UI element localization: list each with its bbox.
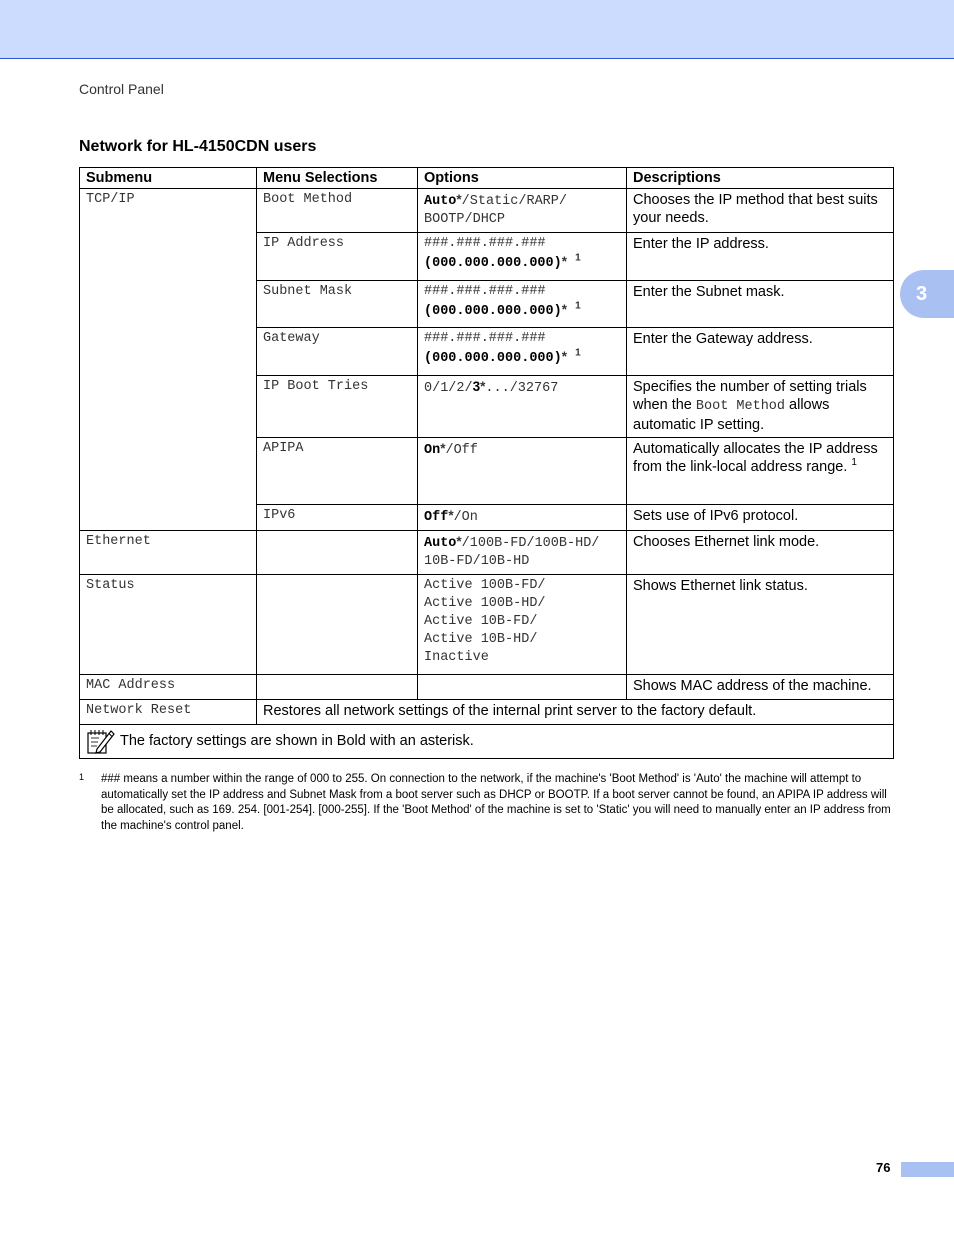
- submenu-network-reset: Network Reset: [80, 700, 257, 725]
- table-row-status: [80, 575, 894, 675]
- table-row-ethernet: [80, 531, 894, 575]
- desc-text: Automatically allocates the IP address from the link-local address range.: [633, 441, 878, 475]
- selection-gateway: Gateway: [257, 328, 418, 376]
- options-status: [418, 575, 627, 675]
- other-options: /Off: [445, 443, 478, 458]
- submenu-mac-address: MAC Address: [80, 675, 257, 700]
- footnote-ref: 1: [575, 300, 581, 312]
- footnote: [79, 772, 893, 834]
- other-options: /Static/RARP/: [461, 194, 567, 209]
- desc-text: Specifies the number of setting trials when the: [633, 379, 867, 413]
- submenu-tcpip: TCP/IP: [80, 189, 257, 531]
- desc-apipa: [627, 438, 894, 505]
- page-tab: [901, 1162, 954, 1177]
- section-title: Network for HL-4150CDN users: [79, 138, 317, 155]
- status-option: Active 10B-FD/: [424, 614, 538, 629]
- status-option: Active 100B-FD/: [424, 578, 546, 593]
- table-row-boot-method: [80, 189, 894, 233]
- selection-ip-boot-tries: IP Boot Tries: [257, 376, 418, 438]
- status-option: Active 10B-HD/: [424, 632, 538, 647]
- desc-ip-boot-tries: [627, 376, 894, 438]
- desc-ipv6: Sets use of IPv6 protocol.: [627, 505, 894, 531]
- options-ip-boot-tries: 0/1/2/3*.../32767: [418, 376, 627, 438]
- chapter-number: 3: [916, 282, 928, 305]
- table-row-network-reset: [80, 700, 894, 725]
- network-settings-table: [79, 167, 894, 759]
- col-header-submenu: Submenu: [80, 168, 257, 189]
- footnote-mark: 1: [79, 772, 85, 782]
- ip-format: ###.###.###.###: [424, 331, 546, 346]
- options-apipa: On*/Off: [418, 438, 627, 505]
- desc-status: Shows Ethernet link status.: [627, 575, 894, 675]
- ip-format: ###.###.###.###: [424, 236, 546, 251]
- options-ethernet: Auto*/100B-FD/100B-HD/ 10B-FD/10B-HD: [418, 531, 627, 575]
- desc-ethernet: Chooses Ethernet link mode.: [627, 531, 894, 575]
- submenu-status: Status: [80, 575, 257, 675]
- selection-mac-empty: [257, 675, 418, 700]
- col-header-menu-selections: Menu Selections: [257, 168, 418, 189]
- chapter-tab: [900, 270, 954, 318]
- header-bar: [0, 0, 954, 59]
- selection-status-empty: [257, 575, 418, 675]
- default-option: 3: [472, 379, 481, 394]
- selection-ethernet-empty: [257, 531, 418, 575]
- footnote-ref: 1: [575, 347, 581, 359]
- selection-apipa: APIPA: [257, 438, 418, 505]
- default-option: (000.000.000.000): [424, 351, 562, 366]
- other-options-line2: BOOTP/DHCP: [424, 212, 506, 227]
- desc-text-tail: allows automatic IP setting.: [633, 397, 830, 433]
- desc-boot-method: Chooses the IP method that best suits your needs.: [627, 189, 894, 233]
- options-mac-empty: [418, 675, 627, 700]
- default-option: Off: [424, 510, 449, 525]
- status-option: Active 100B-HD/: [424, 596, 546, 611]
- selection-boot-method: Boot Method: [257, 189, 418, 233]
- note-text: The factory settings are shown in Bold with an asterisk.: [120, 733, 474, 749]
- desc-mac-address: Shows MAC address of the machine.: [627, 675, 894, 700]
- desc-ip-address: Enter the IP address.: [627, 233, 894, 281]
- default-option: On: [424, 443, 441, 458]
- other-options-tail: .../32767: [485, 381, 559, 396]
- table-header-row: [80, 168, 894, 189]
- options-subnet-mask: ###.###.###.### (000.000.000.000)* $^1$: [418, 281, 627, 328]
- footnote-ref: 1: [851, 457, 857, 469]
- default-option: Auto: [424, 536, 457, 551]
- col-header-descriptions: Descriptions: [627, 168, 894, 189]
- selection-subnet-mask: Subnet Mask: [257, 281, 418, 328]
- desc-subnet-mask: Enter the Subnet mask.: [627, 281, 894, 328]
- other-options: /100B-FD/100B-HD/: [461, 536, 600, 551]
- note-cell: [80, 725, 894, 759]
- ip-format: ###.###.###.###: [424, 284, 546, 299]
- selection-ipv6: IPv6: [257, 505, 418, 531]
- selection-ip-address: IP Address: [257, 233, 418, 281]
- default-option: (000.000.000.000): [424, 304, 562, 319]
- status-option: Inactive: [424, 650, 489, 665]
- desc-gateway: Enter the Gateway address.: [627, 328, 894, 376]
- other-options-line2: 10B-FD/10B-HD: [424, 554, 530, 569]
- submenu-ethernet: Ethernet: [80, 531, 257, 575]
- col-header-options: Options: [418, 168, 627, 189]
- footnote-text: ### means a number within the range of 000 to 255. On connection to the network, if the machine's 'Boot Method' is 'Auto' the machine will attempt to automatically set the IP address and Subnet Mask from a boot server such as DHCP or BOOTP. If a boot server cannot be found, an APIPA IP address will be allocated, such as 169. 254. [001-254]. [000-255]. If the 'Boot Method' of the machine is set to 'Static' you will need to manually enter an IP address from the machine's control panel.: [101, 773, 891, 832]
- other-options: 0/1/2/: [424, 381, 473, 396]
- table-note-row: [80, 725, 894, 759]
- other-options: /On: [453, 510, 478, 525]
- header-label: Control Panel: [79, 81, 164, 97]
- desc-inline-code: Boot Method: [695, 399, 786, 414]
- default-option: (000.000.000.000): [424, 256, 562, 271]
- note-pencil-icon: [86, 727, 116, 755]
- desc-network-reset: Restores all network settings of the internal print server to the factory default.: [257, 700, 894, 725]
- page-number: 76: [876, 1160, 891, 1175]
- table-row-mac-address: [80, 675, 894, 700]
- options-ip-address: ###.###.###.### (000.000.000.000)* $^1$: [418, 233, 627, 281]
- footnote-ref: 1: [575, 252, 581, 264]
- options-boot-method: Auto*/Static/RARP/ BOOTP/DHCP: [418, 189, 627, 233]
- default-option: Auto: [424, 194, 457, 209]
- options-ipv6: Off*/On: [418, 505, 627, 531]
- options-gateway: ###.###.###.### (000.000.000.000)* $^1$: [418, 328, 627, 376]
